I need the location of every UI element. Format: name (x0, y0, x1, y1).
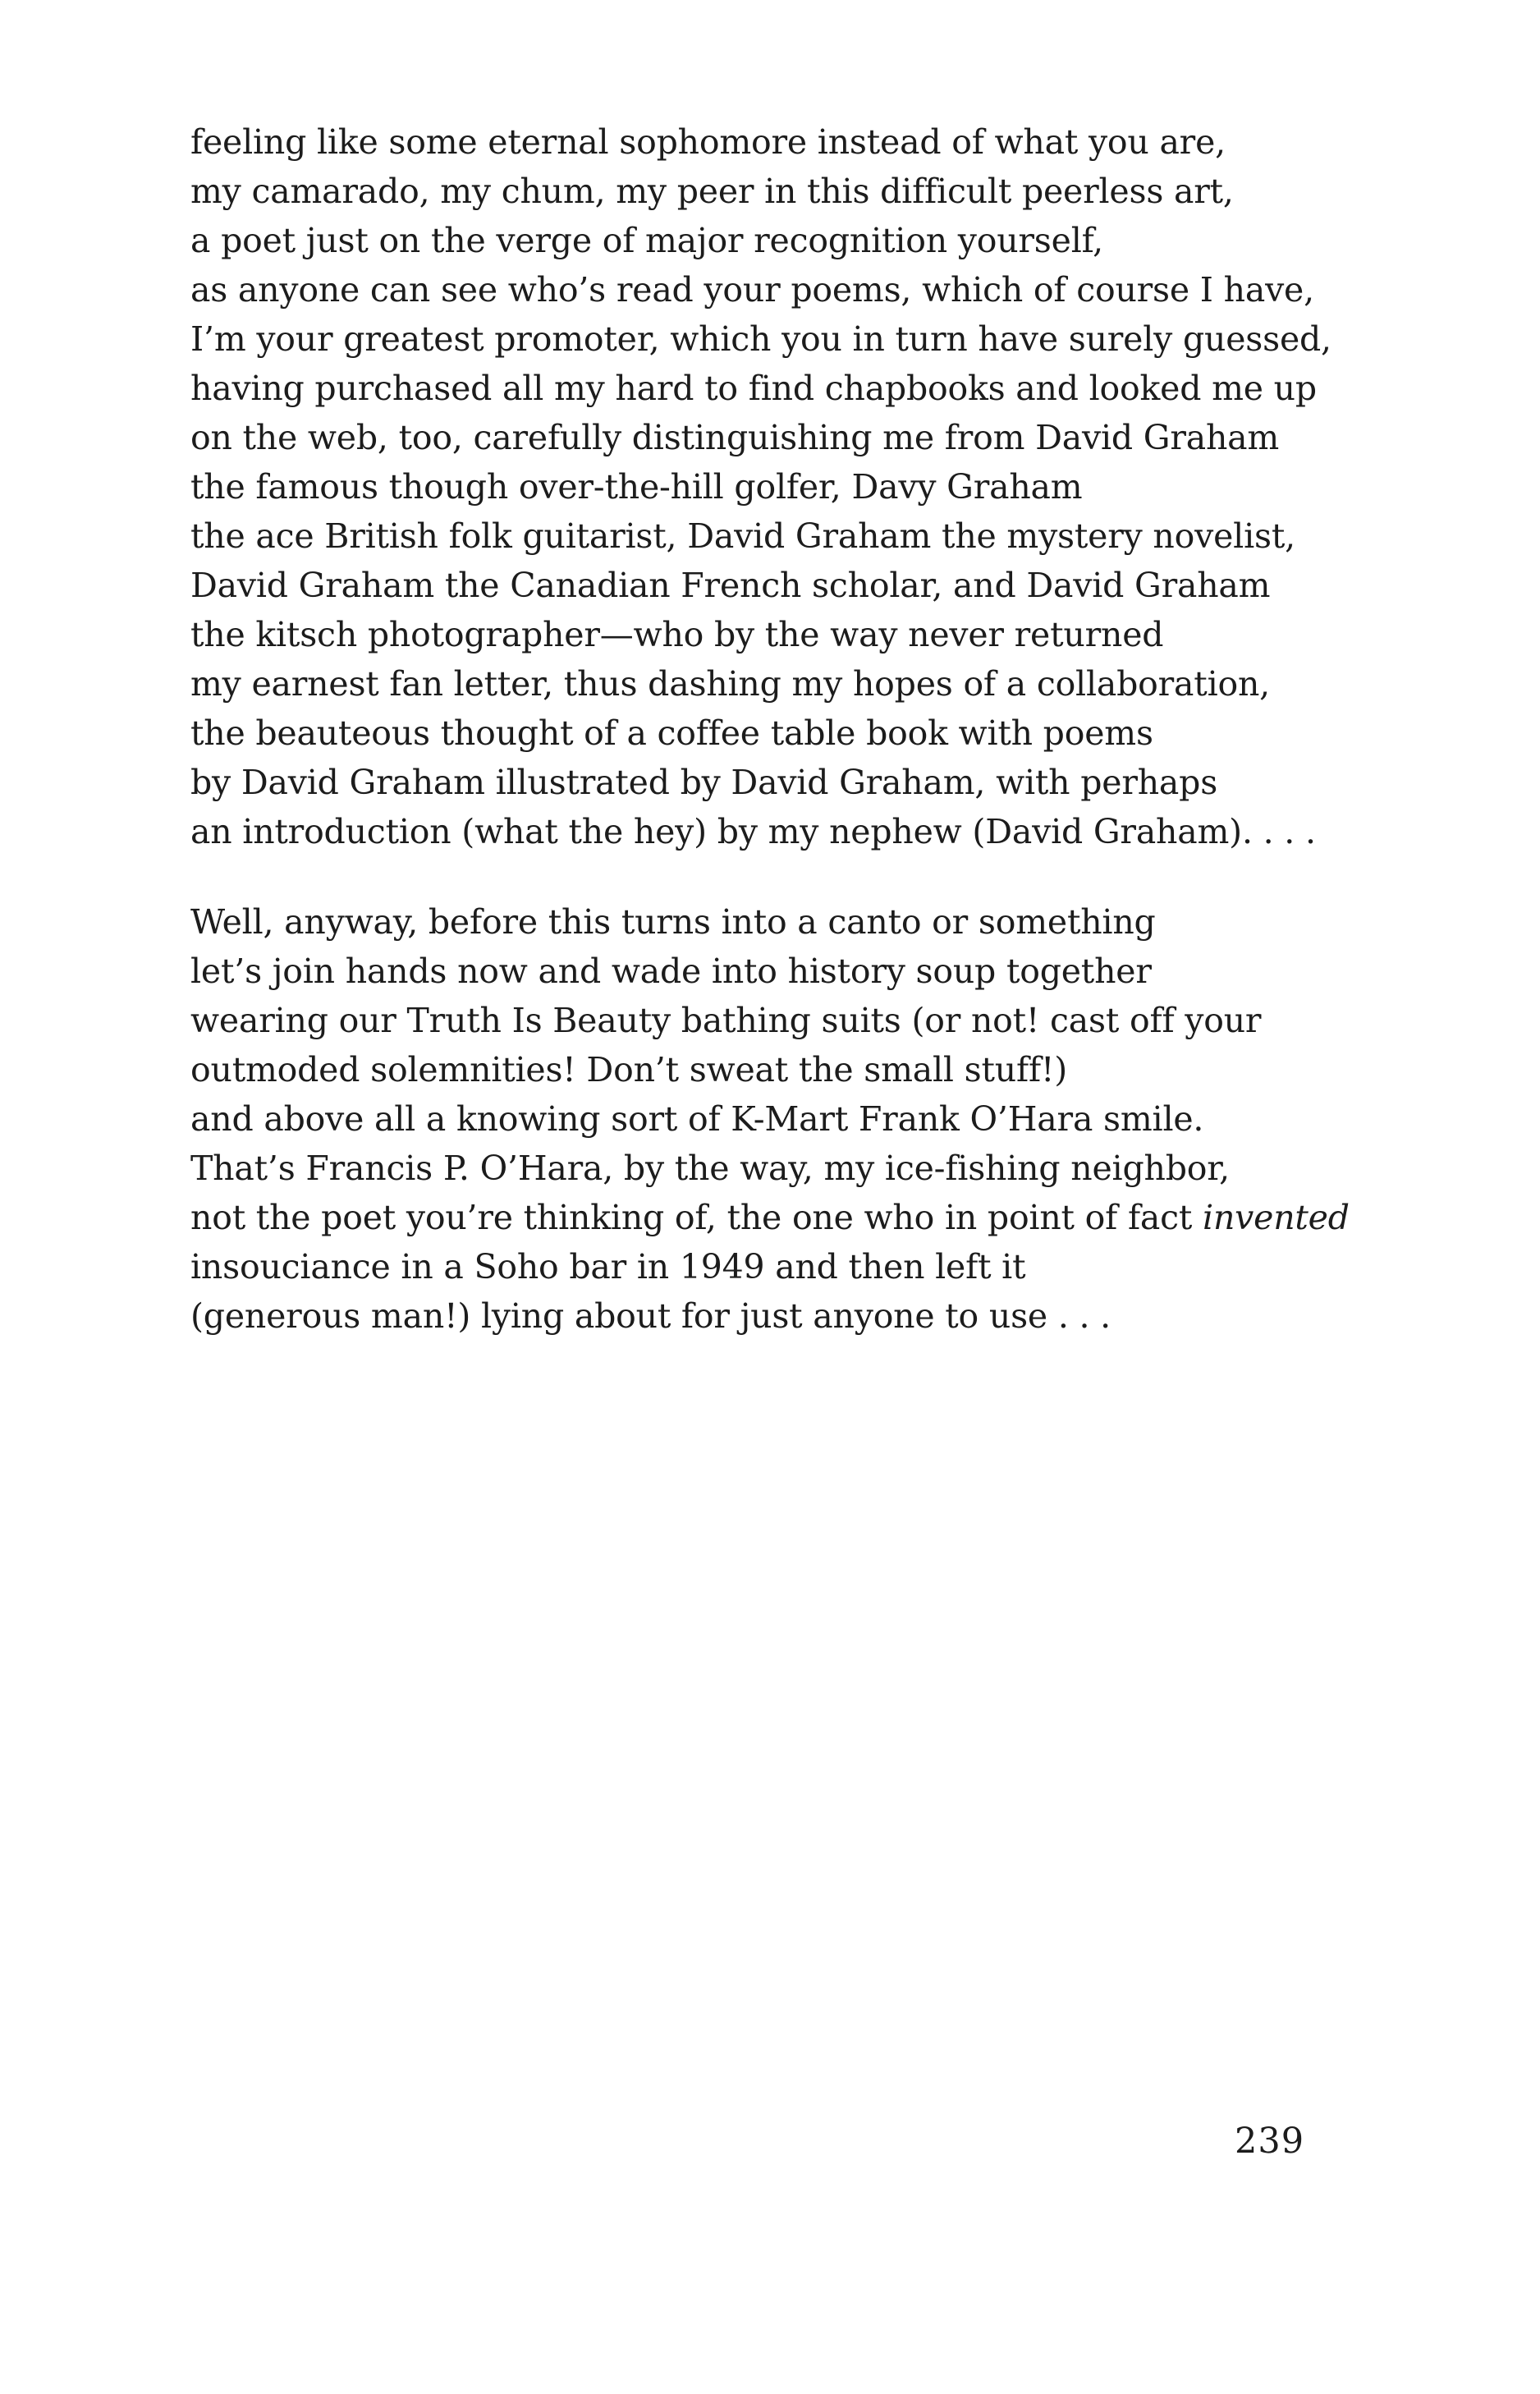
poem-line: a poet just on the verge of major recognition yourself, (190, 221, 1103, 260)
poem-line: insouciance in a Soho bar in 1949 and then left it (190, 1247, 1026, 1286)
poem-line: outmoded solemnities! Don’t sweat the small stuff!) (190, 1050, 1068, 1089)
poem-line-with-italic (190, 1193, 1350, 1242)
poem-line-text: not the poet you’re thinking of, the one who in point of fact (190, 1198, 1203, 1237)
poem-line: on the web, too, carefully distinguishing me from David Graham (190, 418, 1280, 457)
poem-line: feeling like some eternal sophomore instead of what you are, (190, 122, 1226, 162)
poem-line: David Graham the Canadian French scholar, and David Graham (190, 566, 1271, 605)
poem-line: the beauteous thought of a coffee table book with poems (190, 713, 1153, 753)
poem-line: my camarado, my chum, my peer in this difficult peerless art, (190, 172, 1234, 211)
poem-line: by David Graham illustrated by David Graham, with perhaps (190, 763, 1218, 802)
poem-line: I’m your greatest promoter, which you in turn have surely guessed, (190, 319, 1331, 359)
poem-line: the famous though over-the-hill golfer, Davy Graham (190, 467, 1083, 507)
poem-line: wearing our Truth Is Beauty bathing suits (or not! cast off your (190, 1001, 1262, 1040)
poem-line: having purchased all my hard to find chapbooks and looked me up (190, 369, 1317, 408)
poem-line: the kitsch photographer—who by the way never returned (190, 615, 1164, 654)
poem-line: let’s join hands now and wade into history soup together (190, 952, 1152, 991)
page-number: 239 (1235, 2121, 1305, 2162)
italic-word: invented (1203, 1198, 1350, 1237)
poem-line: That’s Francis P. O’Hara, by the way, my ice-fishing neighbor, (190, 1149, 1230, 1188)
poem-line: my earnest fan letter, thus dashing my hopes of a collaboration, (190, 664, 1271, 704)
poem-stanza-1 (190, 117, 1331, 856)
poem-line: and above all a knowing sort of K-Mart Frank O’Hara smile. (190, 1099, 1204, 1139)
poem-line: the ace British folk guitarist, David Graham the mystery novelist, (190, 516, 1295, 556)
poem-stanza-2 (190, 897, 1350, 1341)
poem-line: as anyone can see who’s read your poems, which of course I have, (190, 270, 1314, 310)
poem-line: Well, anyway, before this turns into a canto or something (190, 902, 1156, 942)
poem-line: an introduction (what the hey) by my nephew (David Graham). . . . (190, 812, 1316, 851)
poem-line: (generous man!) lying about for just anyone to use . . . (190, 1296, 1111, 1336)
